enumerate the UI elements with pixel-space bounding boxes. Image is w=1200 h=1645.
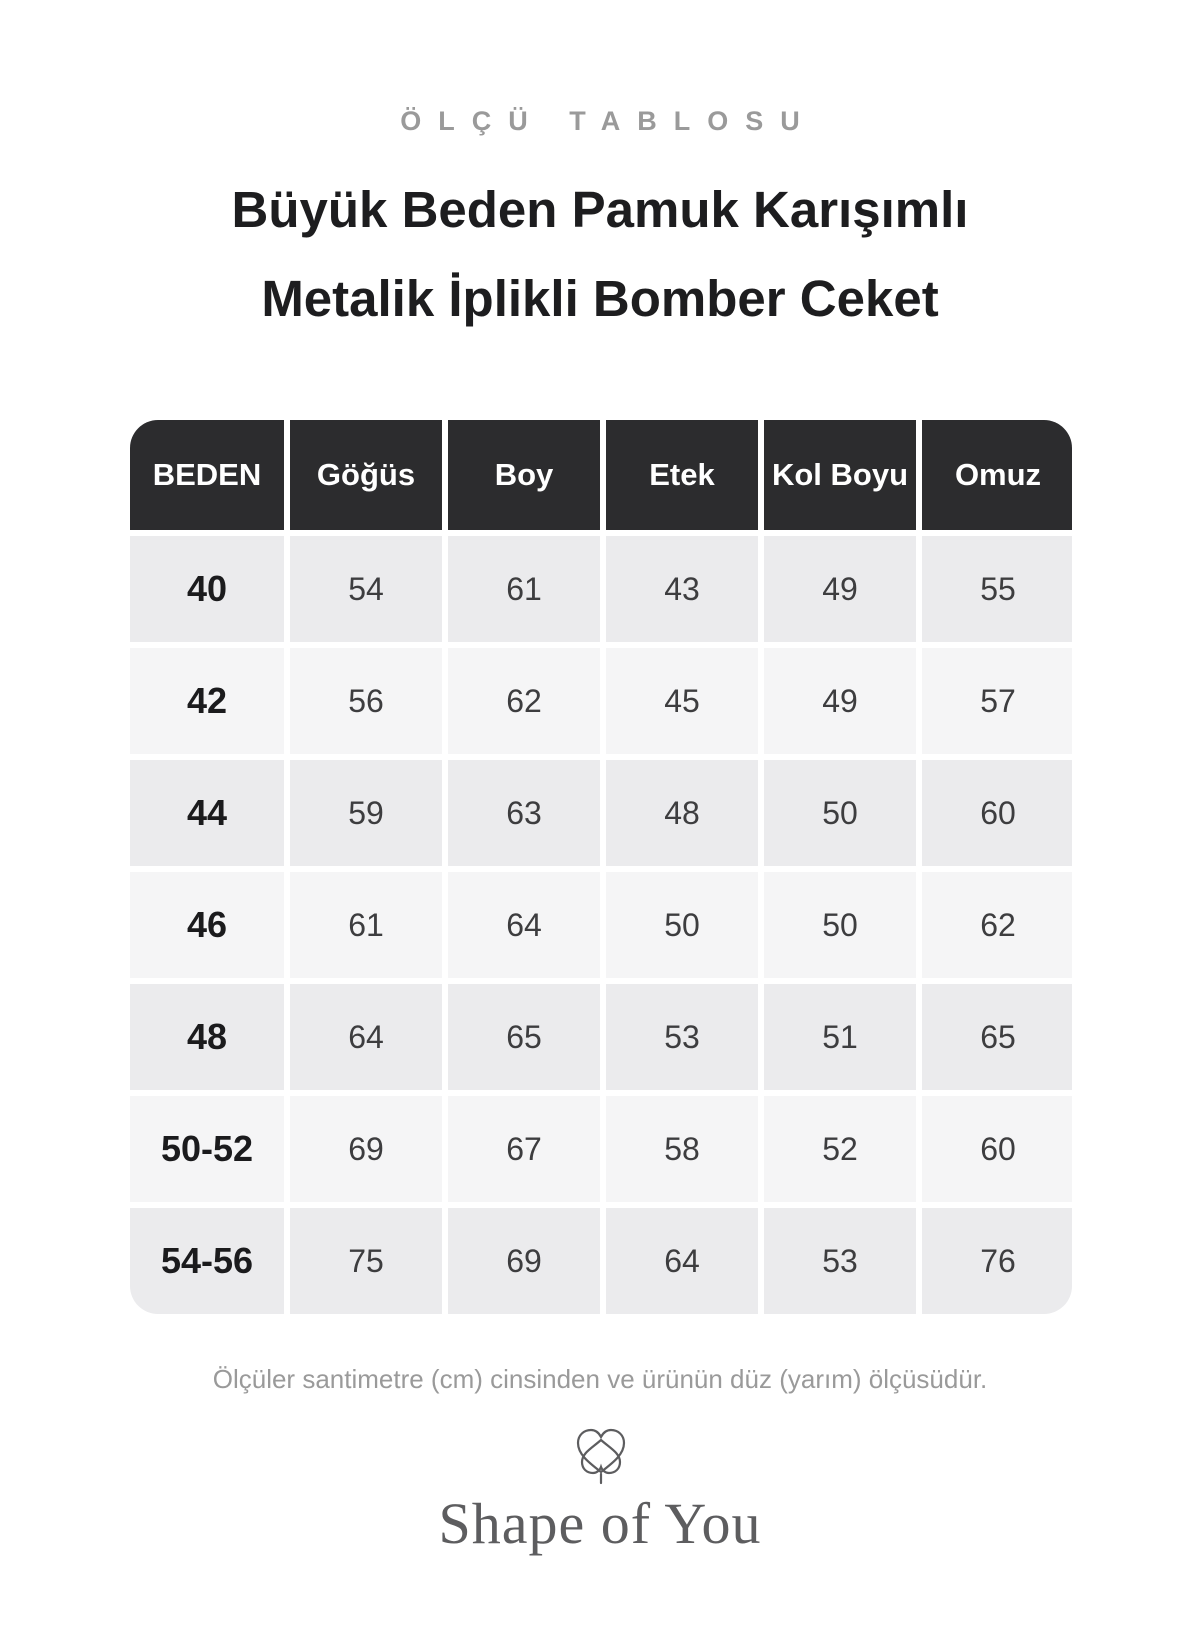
value-cell: 65	[922, 984, 1072, 1090]
value-cell: 76	[922, 1208, 1072, 1314]
table-row	[130, 760, 1072, 866]
value-cell: 49	[764, 536, 916, 642]
table-row	[130, 872, 1072, 978]
size-cell: 48	[130, 984, 284, 1090]
value-cell: 64	[290, 984, 442, 1090]
value-cell: 63	[448, 760, 600, 866]
value-cell: 52	[764, 1096, 916, 1202]
column-header-omuz: Omuz	[922, 420, 1072, 530]
value-cell: 45	[606, 648, 758, 754]
value-cell: 48	[606, 760, 758, 866]
value-cell: 60	[922, 760, 1072, 866]
size-cell: 54-56	[130, 1208, 284, 1314]
column-header-etek: Etek	[606, 420, 758, 530]
size-chart-table	[130, 420, 1072, 1314]
table-row	[130, 648, 1072, 754]
value-cell: 62	[448, 648, 600, 754]
value-cell: 58	[606, 1096, 758, 1202]
value-cell: 51	[764, 984, 916, 1090]
page-title-line-1: Büyük Beden Pamuk Karışımlı	[231, 181, 969, 238]
interlocking-hearts-icon	[570, 1426, 632, 1486]
value-cell: 61	[448, 536, 600, 642]
column-header-boy: Boy	[448, 420, 600, 530]
value-cell: 57	[922, 648, 1072, 754]
table-row	[130, 1208, 1072, 1314]
value-cell: 64	[448, 872, 600, 978]
measurement-note: Ölçüler santimetre (cm) cinsinden ve ürünün düz (yarım) ölçüsüdür.	[212, 1364, 988, 1394]
eyebrow-label: ÖLÇÜ TABLOSU	[400, 106, 817, 136]
column-header-gogus: Göğüs	[290, 420, 442, 530]
brand-logo-text: Shape of You	[438, 1491, 762, 1556]
value-cell: 53	[606, 984, 758, 1090]
value-cell: 75	[290, 1208, 442, 1314]
table-row	[130, 1096, 1072, 1202]
column-header-beden: BEDEN	[130, 420, 284, 530]
size-cell: 46	[130, 872, 284, 978]
value-cell: 56	[290, 648, 442, 754]
value-cell: 59	[290, 760, 442, 866]
value-cell: 65	[448, 984, 600, 1090]
table-row	[130, 536, 1072, 642]
value-cell: 53	[764, 1208, 916, 1314]
value-cell: 69	[290, 1096, 442, 1202]
value-cell: 55	[922, 536, 1072, 642]
value-cell: 50	[764, 872, 916, 978]
table-header-row	[130, 420, 1072, 530]
page-title-line-2: Metalik İplikli Bomber Ceket	[261, 270, 939, 327]
size-cell: 44	[130, 760, 284, 866]
value-cell: 43	[606, 536, 758, 642]
value-cell: 61	[290, 872, 442, 978]
value-cell: 67	[448, 1096, 600, 1202]
page-title	[0, 165, 1200, 343]
value-cell: 54	[290, 536, 442, 642]
value-cell: 60	[922, 1096, 1072, 1202]
size-cell: 50-52	[130, 1096, 284, 1202]
table-row	[130, 984, 1072, 1090]
value-cell: 62	[922, 872, 1072, 978]
size-cell: 42	[130, 648, 284, 754]
size-cell: 40	[130, 536, 284, 642]
value-cell: 49	[764, 648, 916, 754]
value-cell: 69	[448, 1208, 600, 1314]
value-cell: 50	[606, 872, 758, 978]
value-cell: 64	[606, 1208, 758, 1314]
value-cell: 50	[764, 760, 916, 866]
column-header-kol-boyu: Kol Boyu	[764, 420, 916, 530]
